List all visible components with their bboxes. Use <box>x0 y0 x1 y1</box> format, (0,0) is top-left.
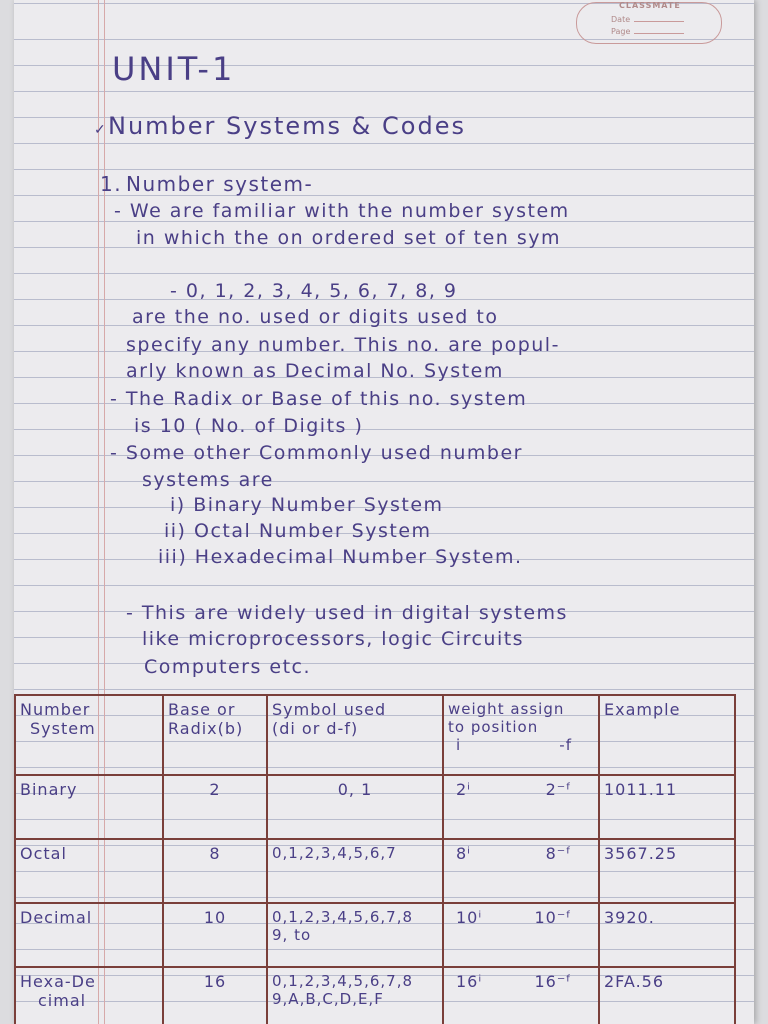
header-symbol: Symbol used (di or d-f) <box>267 695 443 775</box>
subject-title: Number Systems & Codes <box>108 112 466 140</box>
cell-weight: 10ⁱ 10⁻ᶠ <box>443 903 599 967</box>
notebook-page <box>14 0 754 1024</box>
table-row <box>15 903 735 967</box>
header-example: Example <box>599 695 735 775</box>
header-base: Base or Radix(b) <box>163 695 267 775</box>
text-line: arly known as Decimal No. System <box>126 360 504 382</box>
table-row <box>15 775 735 839</box>
cell-symbols: 0,1,2,3,4,5,6,7,8 9,A,B,C,D,E,F <box>267 967 443 1024</box>
text-line: like microprocessors, logic Circuits <box>142 628 525 650</box>
cell-base: 10 <box>163 903 267 967</box>
section-number: 1. <box>100 172 123 196</box>
cell-weight: 2ⁱ 2⁻ᶠ <box>443 775 599 839</box>
cell-example: 3920. <box>599 903 735 967</box>
table-header-row <box>15 695 735 775</box>
section-title: Number system- <box>126 172 314 196</box>
cell-system: Binary <box>15 775 163 839</box>
cell-system: Hexa-De cimal <box>15 967 163 1024</box>
header-number-system: Number System <box>15 695 163 775</box>
digits-line: - 0, 1, 2, 3, 4, 5, 6, 7, 8, 9 <box>170 280 458 302</box>
cell-example: 1011.11 <box>599 775 735 839</box>
text-line: systems are <box>142 469 274 491</box>
text-line: is 10 ( No. of Digits ) <box>134 415 364 437</box>
list-item: i) Binary Number System <box>170 494 444 516</box>
text-line: are the no. used or digits used to <box>132 306 499 328</box>
cell-example: 3567.25 <box>599 839 735 903</box>
weight-sub-i: i <box>456 736 462 754</box>
cell-symbols: 0,1,2,3,4,5,6,7,8 9, to <box>267 903 443 967</box>
text-line: in which the on ordered set of ten sym <box>136 227 562 249</box>
text-line: specify any number. This no. are popul- <box>126 334 560 356</box>
cell-weight: 16ⁱ 16⁻ᶠ <box>443 967 599 1024</box>
cell-system: Decimal <box>15 903 163 967</box>
cell-base: 16 <box>163 967 267 1024</box>
cell-base: 8 <box>163 839 267 903</box>
weight-sub-f: -f <box>559 736 572 754</box>
cell-system: Octal <box>15 839 163 903</box>
page-field: Page <box>611 27 684 36</box>
text-line: - The Radix or Base of this no. system <box>110 388 528 410</box>
cell-symbols: 0, 1 <box>267 775 443 839</box>
list-item: iii) Hexadecimal Number System. <box>158 546 523 568</box>
cell-symbols: 0,1,2,3,4,5,6,7 <box>267 839 443 903</box>
number-system-table <box>14 694 736 1024</box>
check-mark-icon: ✓ <box>94 122 106 138</box>
list-item: ii) Octal Number System <box>164 520 432 542</box>
unit-title: UNIT-1 <box>112 50 236 88</box>
header-weight: weight assign to position i -f <box>443 695 599 775</box>
table-row <box>15 839 735 903</box>
text-line: - This are widely used in digital systems <box>126 602 568 624</box>
brand-name: CLASSMATE <box>619 1 681 10</box>
notebook-brand-box <box>576 2 722 44</box>
text-line: Computers etc. <box>144 656 312 678</box>
text-line: - Some other Commonly used number <box>110 442 523 464</box>
text-line: - We are familiar with the number system <box>114 200 570 222</box>
cell-example: 2FA.56 <box>599 967 735 1024</box>
date-field: Date <box>611 15 684 24</box>
cell-weight: 8ⁱ 8⁻ᶠ <box>443 839 599 903</box>
table-row <box>15 967 735 1024</box>
cell-base: 2 <box>163 775 267 839</box>
